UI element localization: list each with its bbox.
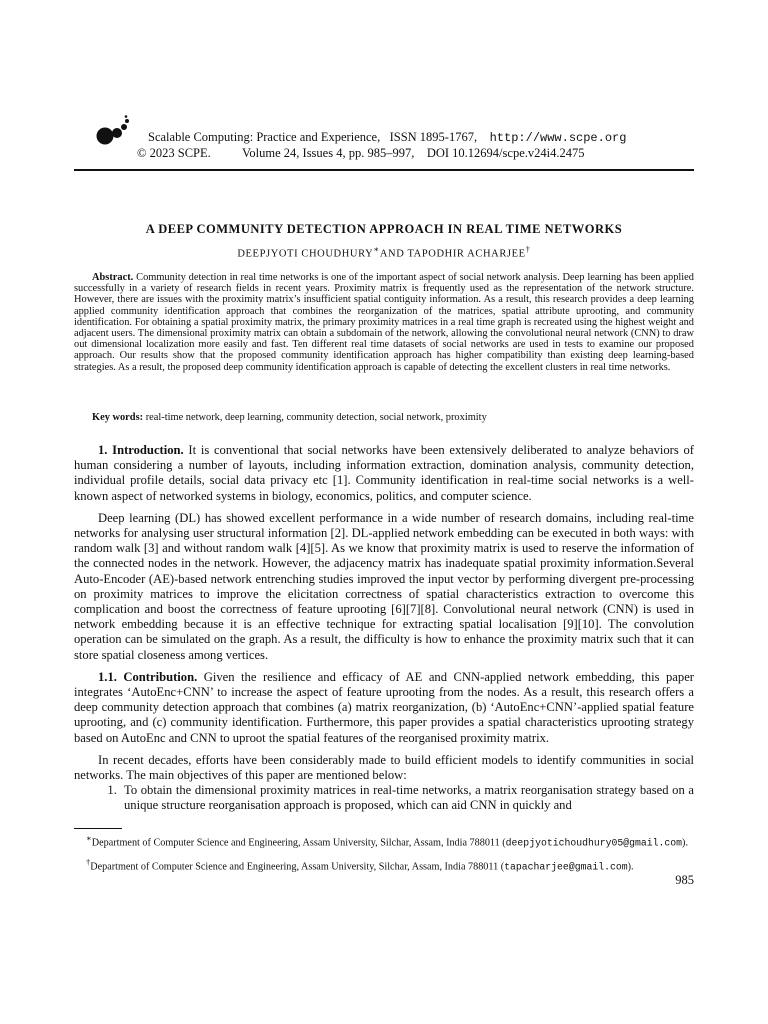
author-1: DEEPJYOTI CHOUDHURY [237,248,374,260]
contribution-paragraph-2: In recent decades, efforts have been considerably made to build efficient models to identify communities in social networks. The main objectives of this paper are mentioned below: [74,752,694,783]
footnote-1-email[interactable]: deepjyotichoudhury05@gmail.com [505,837,683,849]
author-conjunction: AND [379,248,405,260]
copyright: © 2023 SCPE. [137,146,211,160]
contribution-paragraph-1 [74,670,694,746]
abstract-label: Abstract. [92,272,134,283]
paper-body [74,443,694,814]
paper-title: A DEEP COMMUNITY DETECTION APPROACH IN REAL TIME NETWORKS [145,222,623,236]
objectives-list [74,783,694,813]
intro-text-1: It is conventional that social networks have been extensively deliberated to analyze behaviors of human considering a number of layouts, including information extraction, domination analysis, community detection, individual profile details, social data privacy etc [1]. Community identification in real-time social networks is a well-known aspect of networked systems in biology, economics, politics, and computer science. [74,443,694,503]
scpe-logo-icon [96,114,132,148]
footnote-1-end: ). [682,837,688,849]
paper-authors [74,244,694,260]
author-2: TAPODHIR ACHARJEE [407,248,526,260]
doi: DOI 10.12694/scpe.v24i4.2475 [426,146,585,160]
contribution-text-1: Given the resilience and efficacy of AE and CNN-applied network embedding, this paper integrates ‘AutoEnc+CNN’ to increase the aspect of feature uprooting from the nodes. As a result, this research offers a deep community detection approach that combines (a) matrix reorganization, (b) ‘AutoEnc+CNN’-applied spatial feature uprooting, and (c) community identification. Furthermore, this paper provides a spatial characteristics uprooting strategy based on AutoEnc and CNN to uproot the spatial features of the reorganised proximity matrix. [74,669,694,745]
contribution-heading: 1.1. Contribution. [98,669,198,684]
volume-info: Volume 24, Issues 4, pp. 985–997, [242,146,415,160]
footnote-1 [74,832,694,849]
journal-name: Scalable Computing: Practice and Experience, [148,130,381,144]
footnote-2-email[interactable]: tapacharjee@gmail.com [504,861,628,873]
journal-header-line-2 [137,146,584,161]
footnote-2-mark: † [86,857,91,867]
page-number: 985 [675,873,694,887]
footnote-2-text: Department of Computer Science and Engineering, Assam University, Silchar, Assam, India 788011 ( [90,861,505,873]
intro-paragraph-2: Deep learning (DL) has showed excellent performance in a wide number of research domains, including real-time networks for analysing user structural information [2]. DL-applied network embedding can be executed in both ways: with random walk [3] and without random walk [4][5]. As we know that proximity matrix is used to reserve the information of the connected nodes in the network. However, the adjacency matrix has inadequate spatial proximity information.Several Auto-Encoder (AE)-based network entrenching studies improved the input vector by performing divergent pre-processing on proximity matrices to improve the elicitation correctness of spatial characteristics extraction to overcome this complication and boost the correctness of feature uprooting [6][7][8]. Convolutional neural network (CNN) is used in network embedding because it is an effective technique for extracting spatial localisation [9][10]. The convolution operation can be simulated on the graph. As a result, the difficulty is how to enhance the proximity matrix such that it can store spatial closeness among vertices. [74,510,694,662]
abstract [74,272,694,373]
header-rule [74,169,694,171]
footnote-2-end: ). [627,861,634,873]
journal-url-link[interactable]: http://www.scpe.org [489,131,627,145]
author-1-mark: ∗ [373,244,380,254]
footnote-rule [74,828,122,829]
footnote-1-mark: ∗ [86,833,92,843]
intro-heading: 1. Introduction. [98,443,184,457]
author-2-mark: † [525,244,531,254]
footnote-2 [74,856,694,873]
intro-paragraph-1 [74,443,694,504]
keywords-label: Key words: [92,412,144,423]
footnote-1-text: Department of Computer Science and Engineering, Assam University, Silchar, Assam, India 788011 ( [91,837,506,849]
abstract-text: Community detection in real time networks is one of the important aspect of social network analysis. Deep learning has been applied successfully in a variety of research fields in recent years. Proximity matrix is frequently used as the representation of the network structure. However, there are issues with the proximity matrix’s insufficient spatial contiguity information. As a result, this research provides a deep learning applied community identification approach that combines the reorganization of the matrices, spatial attribute uprooting, and community identification. For obtaining a spatial proximity matrix, the primary proximity matrices in a real time graph is recreated using the highest weight and adjacent users. The dimensional proximity matrix can obtain a subdomain of the network, allowing the convolutional neural network (CNN) to draw out dimensional localization more easily and fast. Ten different real time datasets of social networks are used in tests to examine our proposed approach. Our results show that the proposed community identification approach has higher compatibility than existing deep learning-based strategies. As a result, the proposed deep community identification approach is capable of detecting the excellent clusters in real time networks. [74,272,694,373]
list-item: 1. To obtain the dimensional proximity matrices in real-time networks, a matrix reorganisation strategy based on a unique structure reorganisation approach is proposed, which can aid CNN in quickly and [120,783,694,813]
keywords [92,412,487,423]
keywords-text: real-time network, deep learning, community detection, social network, proximity [145,412,487,423]
journal-issn: ISSN 1895-1767, [389,130,478,144]
journal-header-line-1 [148,130,626,145]
